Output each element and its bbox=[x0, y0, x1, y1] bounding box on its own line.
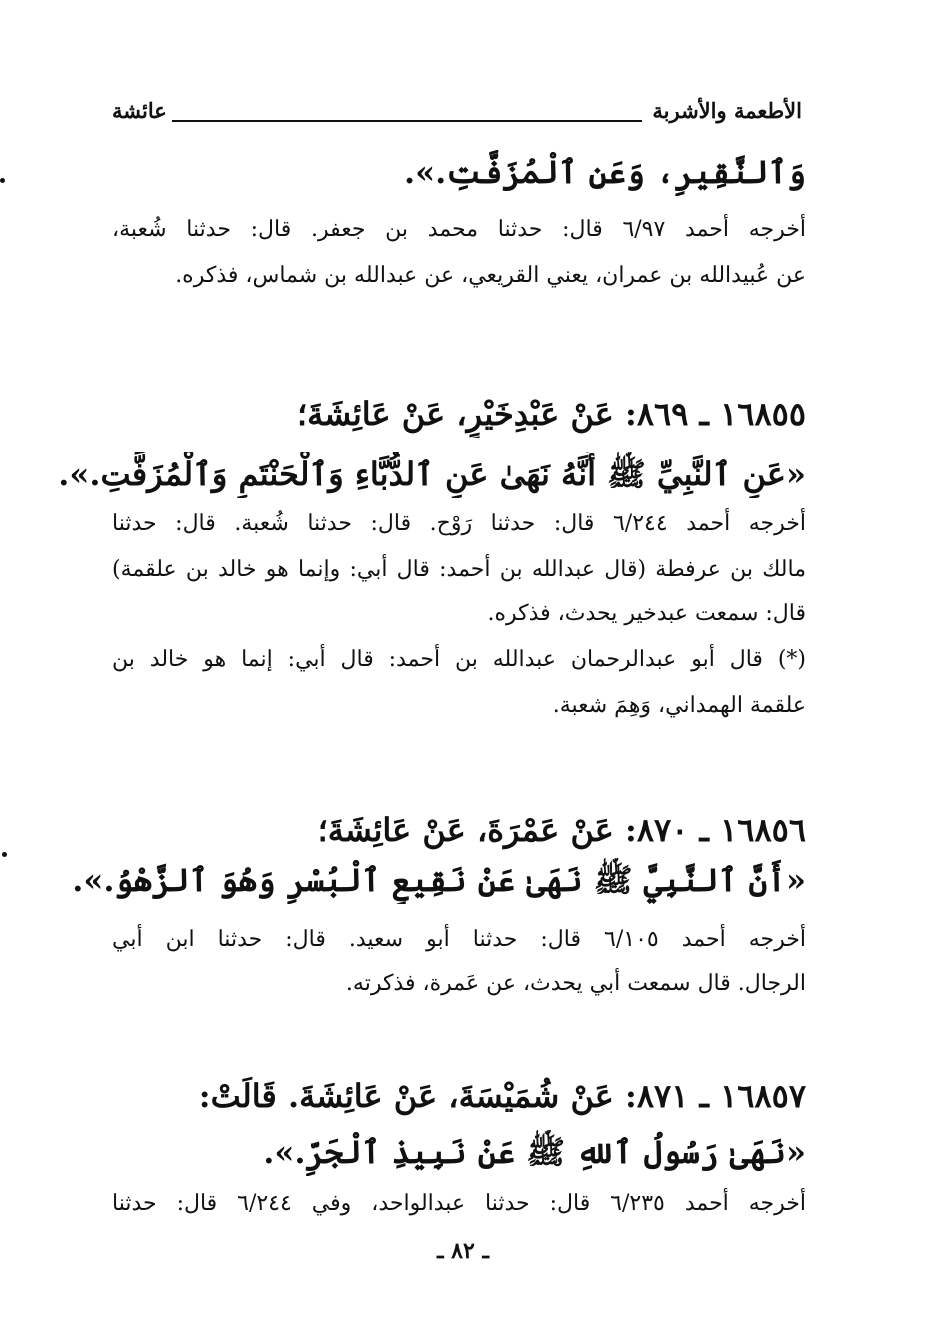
matn-line: «نَهَىٰ رَسُولُ ٱللهِ ﷺ عَنْ نَبِيذِ ٱلْجَرِّ.». bbox=[263, 1133, 806, 1171]
takhrij-line: عن عُبيدالله بن عمران، يعني القريعي، عن عبدالله بن شماس، فذكره. bbox=[175, 263, 806, 288]
matn-line: «أَنَّ ٱلنَّبِيَّ ﷺ نَهَىٰ عَنْ نَقِيعِ ٱلْبُسْرِ وَهُوَ ٱلزَّهْوُ.». bbox=[72, 861, 806, 899]
page-number: ـ ٨٢ ـ bbox=[437, 1238, 489, 1264]
note-line: (*) قال أبو عبدالرحمان عبدالله بن أحمد: قال أبي: إنما هو خالد بن bbox=[112, 647, 806, 672]
running-header bbox=[112, 98, 802, 132]
section-title: عائشة bbox=[112, 98, 167, 123]
hadith-heading: ١٦٨٥٦ ـ ٨٧٠: عَنْ عَمْرَةَ، عَنْ عَائِشَةَ؛ bbox=[317, 811, 806, 849]
takhrij-line: مالك بن عرفطة (قال عبدالله بن أحمد: قال أبي: وإنما هو خالد بن علقمة) bbox=[112, 557, 806, 582]
takhrij-line: قال: سمعت عبدخير يحدث، فذكره. bbox=[487, 601, 806, 626]
takhrij-line: أخرجه أحمد ٦/٢٣٥ قال: حدثنا عبدالواحد، وفي ٦/٢٤٤ قال: حدثنا bbox=[112, 1191, 806, 1216]
takhrij-line: الرجال. قال سمعت أبي يحدث، عن عَمرة، فذكرته. bbox=[345, 971, 806, 996]
note-line: علقمة الهمداني، وَهِمَ شعبة. bbox=[552, 693, 806, 718]
takhrij-line: أخرجه أحمد ٦/١٠٥ قال: حدثنا أبو سعيد. قال: حدثنا ابن أبي bbox=[112, 927, 806, 952]
hadith-heading: ١٦٨٥٥ ـ ٨٦٩: عَنْ عَبْدِخَيْرٍ، عَنْ عَائِشَةَ؛ bbox=[296, 395, 806, 433]
margin-mark bbox=[2, 852, 7, 857]
takhrij-line: أخرجه أحمد ٦/٢٤٤ قال: حدثنا رَوْح. قال: حدثنا شُعبة. قال: حدثنا bbox=[112, 511, 806, 536]
takhrij-line: أخرجه أحمد ٦/٩٧ قال: حدثنا محمد بن جعفر. قال: حدثنا شُعبة، bbox=[112, 217, 806, 242]
matn-line: «عَنِ ٱلنَّبِيِّ ﷺ أَنَّهُ نَهَىٰ عَنِ ٱلدُّبَّاءِ وَٱلْحَنْتَمِ وَٱلْمُزَفَّتِ.». bbox=[58, 455, 806, 493]
book-title: الأطعمة والأشربة bbox=[652, 98, 802, 123]
margin-mark bbox=[0, 178, 5, 183]
header-rule bbox=[172, 120, 642, 122]
matn-line: وَٱلنَّقِيرِ، وَعَنِ ٱلْمُزَفَّتِ.». bbox=[403, 153, 806, 191]
hadith-heading: ١٦٨٥٧ ـ ٨٧١: عَنْ شُمَيْسَةَ، عَنْ عَائِشَةَ. قَالَتْ: bbox=[198, 1077, 806, 1115]
